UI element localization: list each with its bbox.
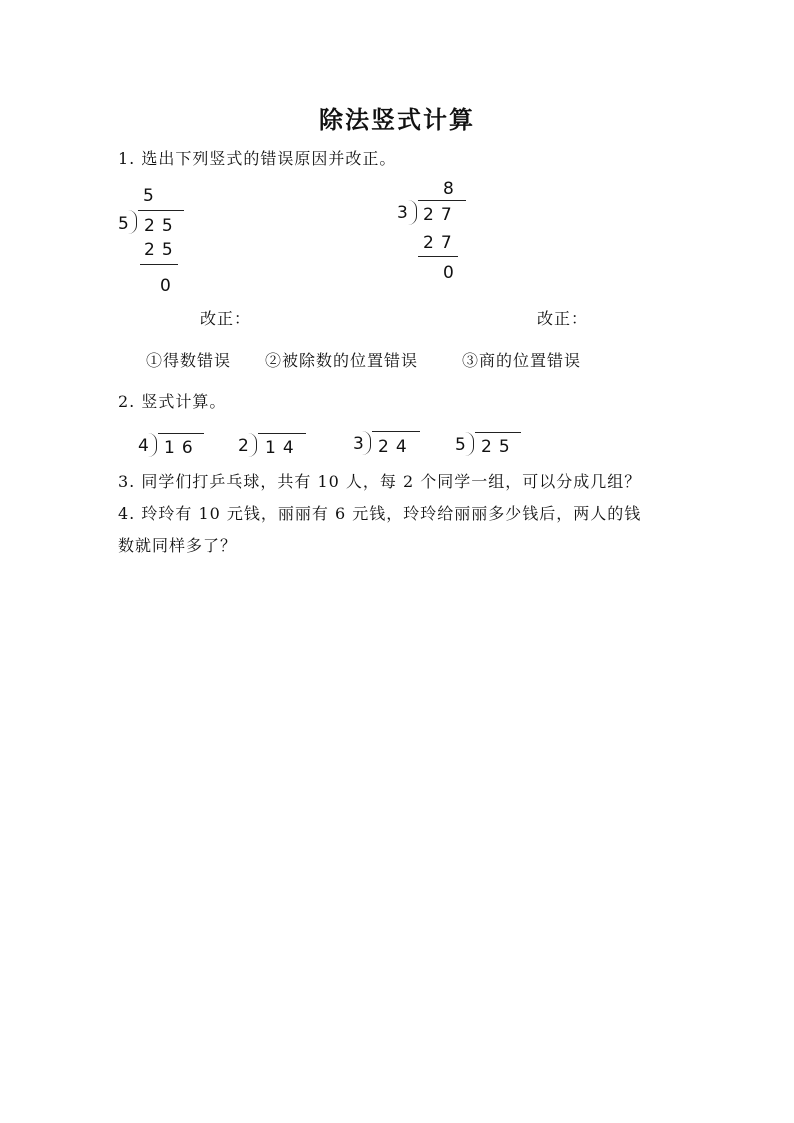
problem-4-dividend: 25 xyxy=(481,437,517,457)
problem-2-divisor: 2 xyxy=(238,436,249,456)
problem-2-vinculum xyxy=(258,433,306,434)
problem-4-bracket xyxy=(465,432,474,456)
option-3: ③商的位置错误 xyxy=(462,351,582,370)
question-3-text: 3. 同学们打乒乓球，共有 10 人，每 2 个同学一组，可以分成几组？ xyxy=(118,472,642,491)
option-1: ①得数错误 xyxy=(146,351,232,370)
problem-4-vinculum xyxy=(475,432,521,433)
question-4-text-line1: 4. 玲玲有 10 元钱，丽丽有 6 元钱，玲玲给丽丽多少钱后，两人的钱 xyxy=(118,504,642,523)
division-right-remainder: 0 xyxy=(443,263,454,283)
problem-1-divisor: 4 xyxy=(138,436,149,456)
division-right-dividend: 27 xyxy=(423,205,459,225)
division-left-product: 25 xyxy=(144,240,180,260)
division-left-remainder: 0 xyxy=(160,276,171,296)
question-1-text: 1. 选出下列竖式的错误原因并改正。 xyxy=(118,149,397,168)
fix-label-right: 改正： xyxy=(537,309,589,328)
division-right-quotient: 8 xyxy=(443,179,454,199)
division-right-product: 27 xyxy=(423,233,459,253)
question-2-text: 2. 竖式计算。 xyxy=(118,392,227,411)
problem-1-vinculum xyxy=(158,433,204,434)
problem-1-dividend: 16 xyxy=(164,438,200,458)
problem-3-vinculum xyxy=(372,431,420,432)
division-left-bracket xyxy=(128,210,137,234)
division-left-quotient: 5 xyxy=(143,186,154,206)
division-right-divisor: 3 xyxy=(397,203,408,223)
division-left-vinculum xyxy=(138,210,184,211)
division-left-subtract-line xyxy=(140,264,178,265)
question-4-text-line2: 数就同样多了？ xyxy=(118,536,238,555)
division-right-subtract-line xyxy=(418,256,458,257)
problem-1-bracket xyxy=(148,433,157,457)
option-2: ②被除数的位置错误 xyxy=(265,351,419,370)
page-title: 除法竖式计算 xyxy=(319,105,475,134)
division-right-vinculum xyxy=(418,200,466,201)
division-left-dividend: 25 xyxy=(144,216,180,236)
problem-2-dividend: 14 xyxy=(265,438,301,458)
problem-4-divisor: 5 xyxy=(455,435,466,455)
division-right-bracket xyxy=(408,200,417,225)
fix-label-left: 改正： xyxy=(200,309,252,328)
problem-3-divisor: 3 xyxy=(353,434,364,454)
division-left-divisor: 5 xyxy=(118,214,129,234)
problem-3-bracket xyxy=(362,431,371,455)
problem-3-dividend: 24 xyxy=(378,437,414,457)
problem-2-bracket xyxy=(248,433,257,457)
